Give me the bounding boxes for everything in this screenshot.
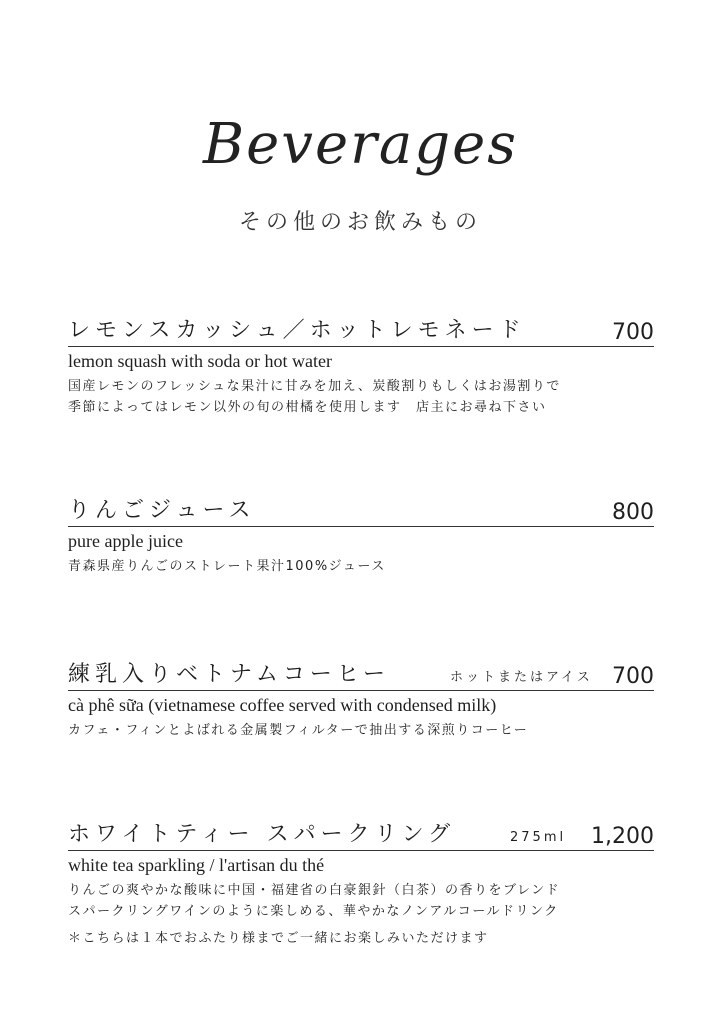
description-line: りんごの爽やかな酸味に中国・福建省の白豪銀針（白茶）の香りをブレンド (68, 883, 561, 898)
description-line: スパークリングワインのように楽しめる、華やかなノンアルコールドリンク (68, 904, 559, 919)
menu-item-header (68, 822, 654, 851)
menu-item-description (68, 880, 654, 949)
description-line: 国産レモンのフレッシュな果汁に甘みを加え、炭酸割りもしくはお湯割りで (68, 379, 561, 394)
menu-item-header (68, 318, 654, 347)
menu-item-header (68, 498, 654, 527)
menu-item-note: ホットまたはアイス (450, 670, 593, 685)
menu-item-name: りんごジュース (68, 498, 256, 523)
menu-item-english: cà phê sữa (vietnamese coffee served with condensed milk) (68, 695, 497, 715)
description-line: ＊こちらは１本でおふたり様までご一緒にお楽しみいただけます (68, 931, 489, 946)
menu-item-description (68, 556, 654, 577)
menu-item-price: 700 (612, 664, 654, 689)
menu-item-header (68, 662, 654, 691)
description-line: 季節によってはレモン以外の旬の柑橘を使用します 店主にお尋ね下さい (68, 400, 547, 415)
menu-item-price: 1,200 (591, 824, 654, 849)
menu-item-apple-juice (68, 498, 654, 577)
menu-item-price: 800 (612, 500, 654, 525)
menu-item-price: 700 (612, 320, 654, 345)
menu-item-lemon-squash (68, 318, 654, 418)
menu-item-english: pure apple juice (68, 531, 183, 551)
menu-item-description (68, 376, 654, 418)
menu-item-name: 練乳入りベトナムコーヒー (68, 662, 391, 687)
menu-item-white-tea-sparkling (68, 822, 654, 949)
page-subtitle: その他のお飲みもの (238, 210, 482, 235)
menu-item-name: レモンスカッシュ／ホットレモネード (68, 318, 526, 343)
description-line: カフェ・フィンとよばれる金属製フィルターで抽出する深煎りコーヒー (68, 723, 529, 738)
menu-item-english: white tea sparkling / l'artisan du thé (68, 855, 325, 875)
page-title: Beverages (203, 112, 518, 177)
menu-item-description (68, 720, 654, 741)
description-line: 青森県産りんごのストレート果汁100%ジュース (68, 559, 386, 574)
menu-item-english: lemon squash with soda or hot water (68, 351, 332, 371)
menu-item-vietnamese-coffee (68, 662, 654, 741)
menu-item-name: ホワイトティー スパークリング (68, 822, 456, 847)
menu-item-note: 275ml (510, 830, 567, 845)
